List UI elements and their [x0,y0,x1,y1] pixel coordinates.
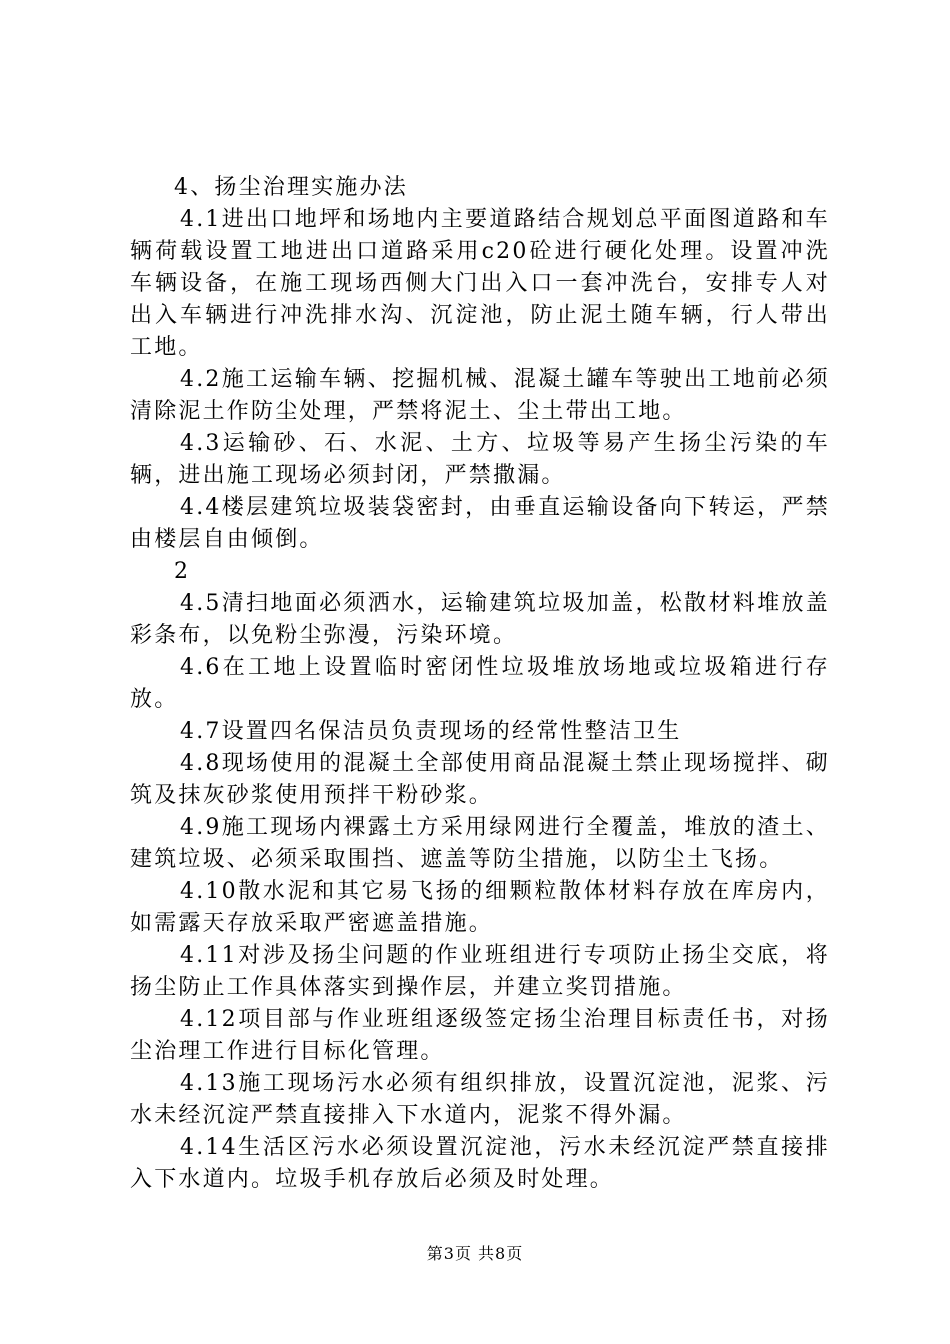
paragraph-4-12: 4.12项目部与作业班组逐级签定扬尘治理目标责任书，对扬尘治理工作进行目标化管理。 [130,1007,830,1064]
paragraph-4-2: 4.2施工运输车辆、挖掘机械、混凝土罐车等驶出工地前必须清除泥土作防尘处理，严禁将泥土、尘土带出工地。 [130,367,830,424]
paragraph-4-5: 4.5清扫地面必须洒水，运输建筑垃圾加盖，松散材料堆放盖彩条布，以免粉尘弥漫，污染环境。 [130,591,830,648]
paragraph-4-7: 4.7设置四名保洁员负责现场的经常性整洁卫生 [180,719,682,744]
page-marker: 2 [174,559,191,584]
paragraph-4-1: 4.1进出口地坪和场地内主要道路结合规划总平面图道路和车辆荷载设置工地进出口道路采用c20砼进行硬化处理。设置冲洗车辆设备，在施工现场西侧大门出入口一套冲洗台，安排专人对出入车辆进行冲洗排水沟、沉淀池，防止泥土随车辆，行人带出工地。 [130,207,830,360]
paragraph-4-11: 4.11对涉及扬尘问题的作业班组进行专项防止扬尘交底，将扬尘防止工作具体落实到操作层，并建立奖罚措施。 [130,943,830,1000]
paragraph-4-8: 4.8现场使用的混凝土全部使用商品混凝土禁止现场搅拌、砌筑及抹灰砂浆使用预拌干粉砂浆。 [130,751,830,808]
paragraph-4-10: 4.10散水泥和其它易飞扬的细颗粒散体材料存放在库房内，如需露天存放采取严密遮盖措施。 [130,879,830,936]
page-footer: 第3页 共8页 [426,1244,524,1263]
paragraph-4-6: 4.6在工地上设置临时密闭性垃圾堆放场地或垃圾箱进行存放。 [130,655,830,712]
paragraph-4-4: 4.4楼层建筑垃圾装袋密封，由垂直运输设备向下转运，严禁由楼层自由倾倒。 [130,495,830,552]
paragraph-4-14: 4.14生活区污水必须设置沉淀池，污水未经沉淀严禁直接排入下水道内。垃圾手机存放后必须及时处理。 [130,1135,830,1192]
paragraph-4-9: 4.9施工现场内裸露土方采用绿网进行全覆盖，堆放的渣土、建筑垃圾、必须采取围挡、遮盖等防尘措施，以防尘土飞扬。 [130,815,830,872]
section-heading: 4、扬尘治理实施办法 [174,175,408,200]
paragraph-4-3: 4.3运输砂、石、水泥、土方、垃圾等易产生扬尘污染的车辆，进出施工现场必须封闭，严禁撒漏。 [130,431,830,488]
paragraph-4-13: 4.13施工现场污水必须有组织排放，设置沉淀池，泥浆、污水未经沉淀严禁直接排入下水道内，泥浆不得外漏。 [130,1071,830,1128]
document-body [130,172,830,1196]
